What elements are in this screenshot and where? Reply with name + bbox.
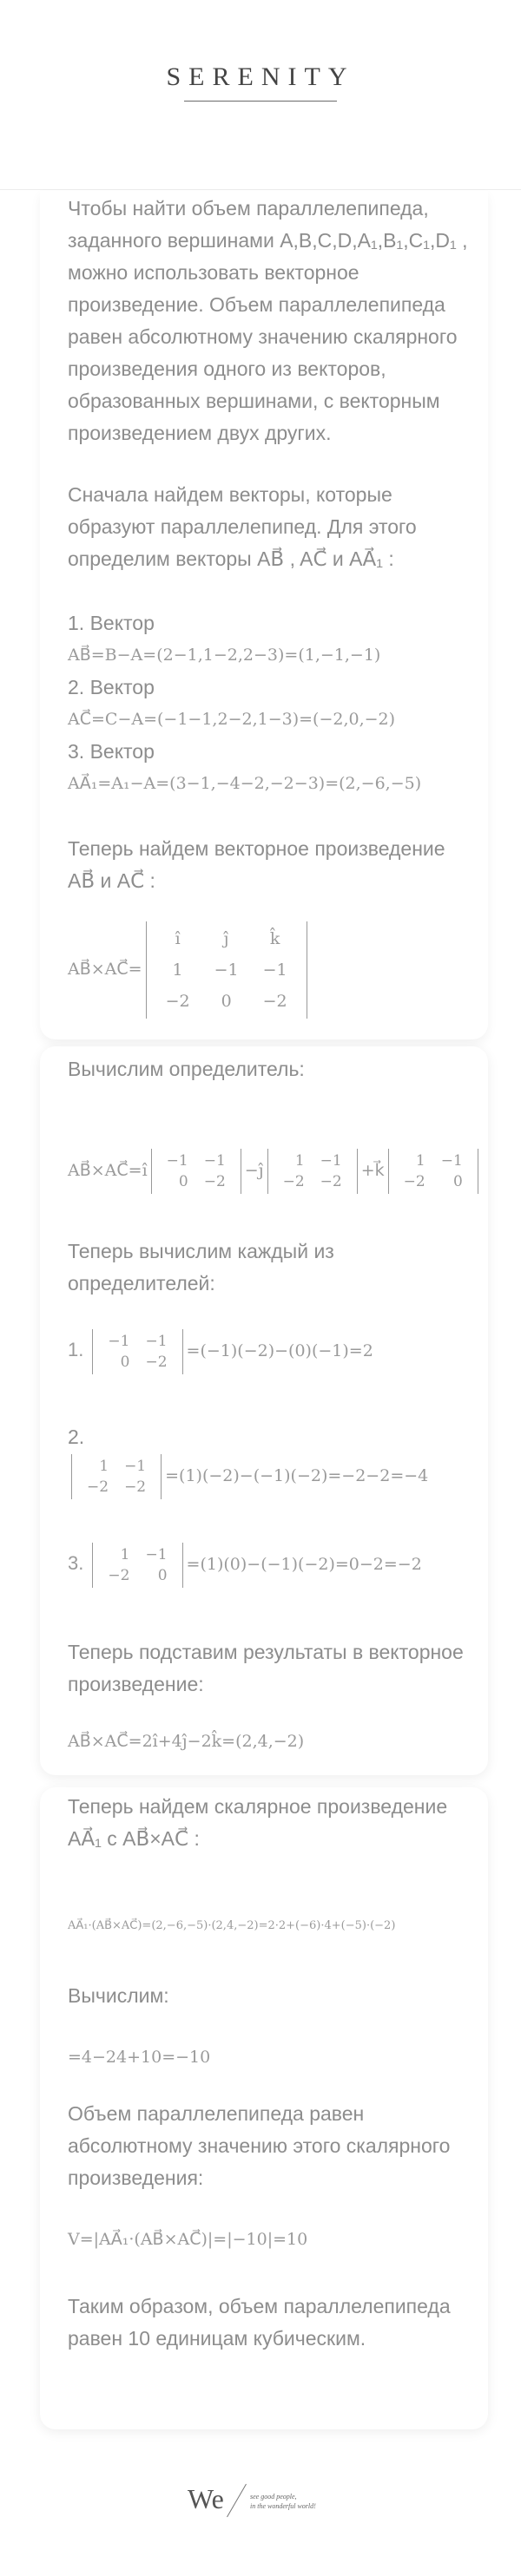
cross-lhs: AB⃗×AC⃗= xyxy=(68,960,142,979)
volume-paragraph: Объем параллелепипеда равен абсолютному значению этого скалярного произведения: xyxy=(68,2102,451,2189)
determinant-3: 3. 1 −1 −2 0 =(1)(0)−(−1)(−2)=0−2=−2 xyxy=(68,1543,422,1588)
footer-logo: We see good people, in the wonderful world! xyxy=(182,2481,339,2520)
vector-1-label: 1. Вектор xyxy=(68,612,155,634)
vector-2-formula: AC⃗=C−A=(−1−1,2−2,1−3)=(−2,0,−2) xyxy=(68,710,396,729)
cross-product-matrix xyxy=(68,921,311,1019)
minor-3: 1 −1 −2 0 xyxy=(388,1149,478,1194)
determinant-2-number: 2. xyxy=(68,1426,85,1448)
cross-product-result: AB⃗×AC⃗=2î+4ĵ−2k̂=(2,4,−2) xyxy=(68,1732,305,1751)
determinant-2: 1 −1 −2 −2 =(1)(−2)−(−1)(−2)=−2−2=−4 xyxy=(68,1454,428,1499)
each-determinant-paragraph: Теперь вычислим каждый из определителей: xyxy=(68,1240,334,1295)
determinant-expansion: AB⃗×AC⃗=î −1 −1 0 −2 −ĵ 1 −1 −2 −2 +k⃗ 1 −1 −2 0 xyxy=(68,1149,482,1194)
vectors-paragraph: Сначала найдем векторы, которые образуют параллелепипед. Для этого определим векторы AB⃗ , AC⃗ и AA⃗₁ : xyxy=(68,483,417,570)
matrix-3x3: î ĵ k̂ 1 −1 −1 −2 0 −2 xyxy=(146,921,307,1019)
volume-formula: V=|AA⃗₁·(AB⃗×AC⃗)|=|−10|=10 xyxy=(68,2230,308,2249)
minor-1: −1 −1 0 −2 xyxy=(151,1149,241,1194)
logo-slash xyxy=(227,2484,247,2518)
conclusion-paragraph: Таким образом, объем параллелепипеда равен 10 единицам кубическим. xyxy=(68,2295,451,2350)
scalar-product-formula: AA⃗₁·(AB⃗×AC⃗)=(2,−6,−5)·(2,4,−2)=2·2+(−6)·4+(−5)·(−2) xyxy=(68,1919,396,1932)
compute-label: Вычислим: xyxy=(68,1984,169,2007)
substitute-paragraph: Теперь подставим результаты в векторное произведение: xyxy=(68,1641,464,1695)
intro-paragraph: Чтобы найти объем параллелепипеда, заданного вершинами A,B,C,D,A₁,B₁,C₁,D₁ , можно использовать векторное произведение. Объем параллелепипеда равен абсолютному значению скалярного произведения одного из векторов, образованных вершинами, с векторным произведением двух других. xyxy=(68,197,468,444)
vector-1-formula: AB⃗=B−A=(2−1,1−2,2−3)=(1,−1,−1) xyxy=(68,646,381,665)
brand-title: SERENITY xyxy=(166,62,355,91)
cross-product-paragraph: Теперь найдем векторное произведение AB⃗ и AC⃗ : xyxy=(68,837,445,892)
vector-3-formula: AA⃗₁=A₁−A=(3−1,−4−2,−2−3)=(2,−6,−5) xyxy=(68,774,422,793)
header-divider xyxy=(0,189,521,190)
footer-tagline-2: in the wonderful world! xyxy=(250,2502,316,2510)
brand-underline xyxy=(184,101,337,102)
determinant-1: 1. −1 −1 0 −2 =(−1)(−2)−(0)(−1)=2 xyxy=(68,1329,373,1374)
minor-2: 1 −1 −2 −2 xyxy=(267,1149,358,1194)
vector-3-label: 3. Вектор xyxy=(68,740,155,763)
vector-2-label: 2. Вектор xyxy=(68,676,155,698)
compute-determinant-label: Вычислим определитель: xyxy=(68,1058,305,1080)
compute-result: =4−24+10=−10 xyxy=(68,2048,211,2067)
footer-tagline-1: see good people, xyxy=(250,2493,297,2501)
scalar-product-paragraph: Теперь найдем скалярное произведение AA⃗₁ с AB⃗×AC⃗ : xyxy=(68,1795,448,1850)
